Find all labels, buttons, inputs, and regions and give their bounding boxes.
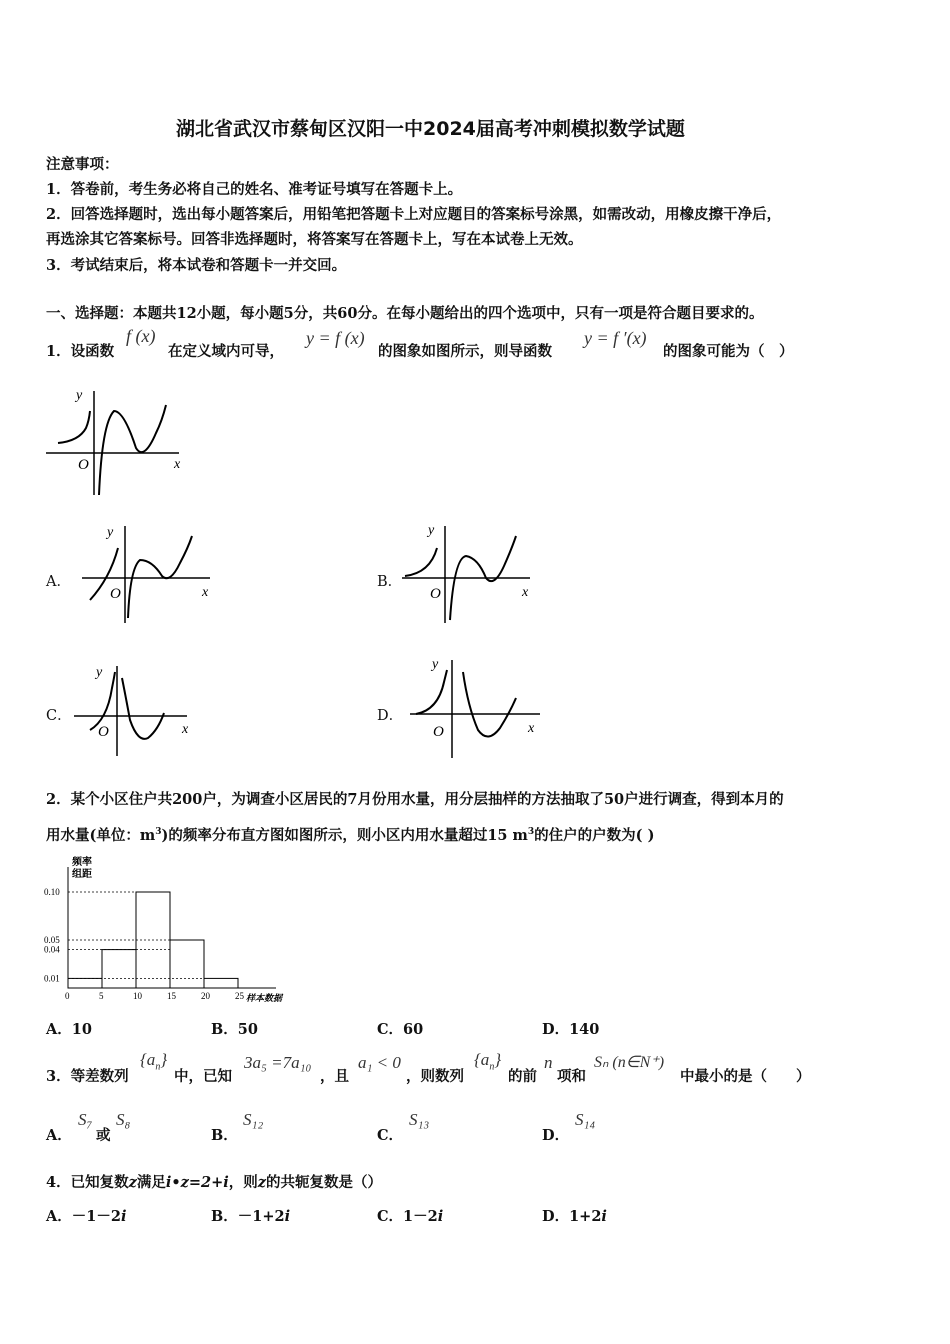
q4-b-i: i [284,1208,291,1225]
q3-an2-sub: n [489,1061,495,1073]
q4-b-l: B． [211,1208,238,1225]
q4-c-i: i [437,1208,444,1225]
hist-y-tick: 0.01 [44,973,60,984]
hist-x-tick: 0 [65,991,70,1001]
note-1: 1．答卷前，考生务必将自己的姓名、准考证号填写在答题卡上。 [46,181,463,198]
q1-option-a-label[interactable]: A． [46,574,71,590]
q1-origin-label: O [78,457,89,473]
q1-axis-y-label: y [76,388,83,403]
q1-text-2: 在定义域内可导， [168,343,284,360]
q3-option-c-s13[interactable]: S₁₃ [409,1110,430,1129]
q1-function-graph [44,383,194,503]
hist-y-tick: 0.05 [44,935,60,945]
q3-math-an-2 [474,1050,501,1072]
q3-text-5: 的前 [508,1068,537,1085]
q3-option-a-s8[interactable]: S₈ [116,1110,131,1129]
qc-o: O [98,724,109,740]
q3-math-eq: 3a₅ =7a₁₀ [244,1053,312,1072]
q4-eq: i•z=2+i [165,1174,229,1191]
q1-option-c-label[interactable]: C． [46,708,72,724]
q1-axis-x-label: x [174,457,181,472]
q3-text-4: ，则数列 [406,1068,464,1085]
hist-bar [68,978,102,988]
q1-option-a-graph[interactable] [80,518,220,628]
q3-option-b-label[interactable]: B． [211,1127,238,1144]
q3-text-2: 中，已知 [174,1068,232,1085]
qa-y: y [107,525,114,540]
q1-option-c-graph[interactable] [72,658,202,758]
q2-histogram [38,853,308,1005]
q4-a-v: －1－2 [71,1208,121,1225]
q4-d-v: 1+2 [569,1208,602,1225]
q3-math-n: n [544,1053,553,1072]
q2-l2b: )的频率分布直方图如图所示，则小区内用水量超过15 m [161,827,528,844]
q4-p4: 的共轭复数是（） [265,1174,382,1191]
q3-text-1: 3．等差数列 [46,1068,129,1085]
q3-text-3: ，且 [320,1068,349,1085]
q4-d-i: i [601,1208,607,1225]
hist-x-tick: 5 [99,991,104,1001]
q3-option-d-s14[interactable]: S₁₄ [575,1110,596,1129]
q3-option-c-label[interactable]: C． [377,1127,404,1144]
q4-c-l: C． [377,1208,404,1225]
q1-option-b-graph[interactable] [400,518,540,628]
q4-p1: 4．已知复数 [46,1174,129,1191]
note-3: 3．考试结束后，将本试卷和答题卡一并交回。 [46,257,347,274]
notes-heading: 注意事项： [46,156,119,173]
hist-bar [102,950,136,988]
q4-text [46,1171,382,1192]
q4-b-v: －1+2 [237,1208,285,1225]
q3-math-a1: a₁ < 0 [358,1053,401,1072]
q4-z2: z [257,1174,266,1191]
section-heading: 一、选择题：本题共12小题，每小题5分，共60分。在每小题给出的四个选项中，只有一项是符合题目要求的。 [46,305,764,322]
q3-an2-open: {a [474,1050,490,1069]
q4-c-v: 1－2 [403,1208,438,1225]
hist-xlabel: 样本数据 [246,993,283,1003]
page-title: 湖北省武汉市蔡甸区汉阳一中2024届高考冲刺模拟数学试题 [176,118,685,140]
hist-x-tick: 10 [133,991,142,1001]
hist-x-tick: 20 [201,991,210,1001]
q3-an-sub: n [155,1061,161,1073]
q2-option-b[interactable]: B．50 [211,1021,258,1038]
q1-option-d-label[interactable]: D． [377,708,404,724]
q4-p3: ，则 [228,1174,258,1191]
q2-option-a[interactable]: A．10 [46,1021,92,1038]
qd-o: O [433,724,444,740]
q4-z1: z [128,1174,137,1191]
q2-text-line2 [46,824,654,845]
q3-option-a-or: 或 [96,1127,111,1144]
q3-an-close: } [160,1050,168,1069]
q1-option-d-graph[interactable] [408,652,548,762]
note-2b: 再选涂其它答案标号。回答非选择题时，将答案写在答题卡上，写在本试卷上无效。 [46,231,583,248]
q4-a-l: A． [46,1208,72,1225]
q3-text-6: 项和 [557,1068,586,1085]
qc-x: x [182,722,189,737]
hist-ylabel-bottom: 组距 [72,869,92,880]
hist-y-tick: 0.10 [44,887,60,897]
q2-sup2: 3 [527,827,535,838]
qd-y: y [432,657,439,672]
q1-math-yfx: y = f (x) [306,328,365,348]
q3-option-a-s7[interactable]: S₇ [78,1110,93,1129]
qb-x: x [522,585,529,600]
hist-x-tick: 25 [235,991,244,1001]
qa-o: O [110,586,121,602]
q1-math-yfpx: y = f ′(x) [584,328,647,348]
q4-option-d[interactable] [542,1205,607,1226]
q3-option-a-label[interactable]: A． [46,1127,72,1144]
q4-option-c[interactable] [377,1205,443,1226]
hist-bar [170,940,204,988]
q1-math-fx: f (x) [126,326,156,346]
q2-l2c: 的住户的户数为( ) [534,827,655,844]
q4-option-a[interactable] [46,1205,126,1226]
q4-option-b[interactable] [211,1205,290,1226]
hist-bar [204,978,238,988]
note-2a: 2．回答选择题时，选出每小题答案后，用铅笔把答题卡上对应题目的答案标号涂黑，如需改动，用橡皮擦干净后， [46,206,782,223]
q1-text-1: 1．设函数 [46,343,115,360]
qa-x: x [202,585,209,600]
hist-y-tick: 0.04 [44,944,60,955]
q2-option-c[interactable]: C．60 [377,1021,424,1038]
qd-x: x [528,721,535,736]
qc-y: y [96,665,103,680]
q1-text-4: 的图象可能为（ ） [663,343,794,360]
hist-ylabel-top: 频率 [72,857,92,868]
q3-text-7: 中最小的是（ ） [680,1068,811,1085]
q2-option-d[interactable]: D．140 [542,1021,600,1038]
q3-an-open: {a [140,1050,156,1069]
qb-y: y [428,523,435,538]
q1-option-b-label[interactable]: B． [377,574,403,590]
qb-o: O [430,586,441,602]
q1-text-3: 的图象如图所示，则导函数 [378,343,552,360]
hist-x-tick: 15 [167,991,176,1001]
q4-a-i: i [120,1208,127,1225]
q3-math-sn: Sₙ (n∈N⁺) [594,1054,665,1071]
q4-p2: 满足 [136,1174,166,1191]
q3-option-b-s12[interactable]: S₁₂ [243,1110,264,1129]
q3-an2-close: } [494,1050,502,1069]
q3-option-d-label[interactable]: D． [542,1127,570,1144]
q2-l2a: 用水量(单位：m [46,827,156,844]
q4-d-l: D． [542,1208,570,1225]
q3-math-an [140,1050,167,1072]
q2-sup1: 3 [155,827,162,838]
q2-text-line1: 2．某个小区住户共200户，为调查小区居民的7月份用水量，用分层抽样的方法抽取了50户进行调查，得到本月的 [46,791,784,808]
